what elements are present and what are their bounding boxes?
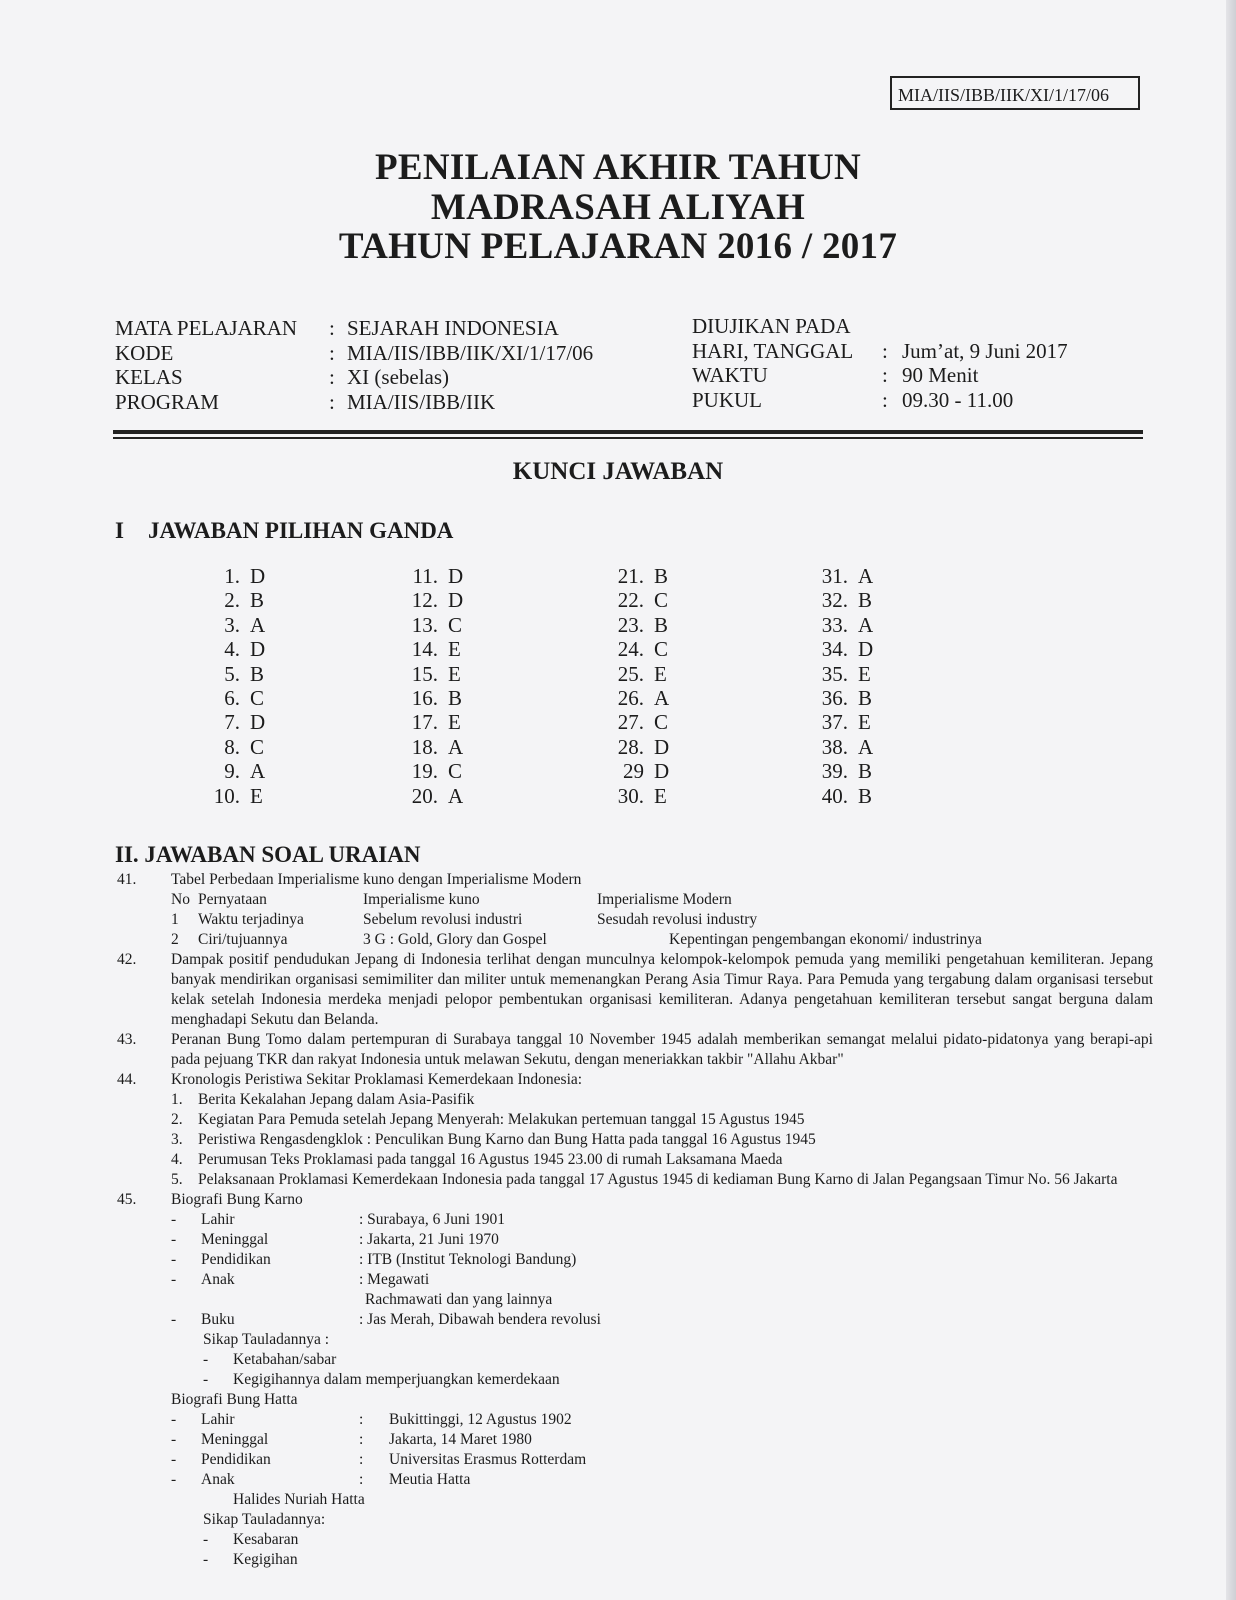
list-number: 5.	[171, 1171, 183, 1188]
table-cell: Ciri/tujuannya	[198, 931, 288, 948]
mc-answer-item	[608, 784, 708, 808]
mc-question-number: 39.	[821, 759, 848, 784]
info-row-date	[692, 339, 1112, 364]
list-item	[113, 1150, 1153, 1170]
table-cell: 2	[171, 931, 179, 948]
mc-answer-letter: C	[654, 588, 669, 613]
bio-label: Lahir	[201, 1411, 235, 1428]
mc-answer-item	[204, 613, 304, 637]
info-label: MATA PELAJARAN	[115, 316, 298, 340]
mc-question-number: 29	[623, 759, 644, 784]
q44-title-line	[113, 1070, 1153, 1090]
mc-question-number: 33.	[821, 612, 848, 637]
mc-answer-item	[812, 662, 912, 686]
mc-answer-item	[204, 784, 304, 808]
info-row-program	[115, 390, 675, 415]
info-separator: :	[329, 365, 335, 389]
bullet-dash: -	[203, 1531, 209, 1548]
mc-answer-letter: E	[858, 710, 871, 735]
info-row-subject	[115, 316, 675, 341]
bullet-dash: -	[171, 1251, 177, 1268]
sikap-title-line	[113, 1510, 1153, 1530]
bio-row	[113, 1470, 1153, 1490]
q41-col-statement: Pernyataan	[198, 891, 267, 908]
mc-question-number: 1.	[224, 564, 240, 588]
mc-question-number: 7.	[224, 710, 240, 735]
title-line-1: PENILAIAN AKHIR TAHUN	[375, 147, 861, 188]
info-separator: :	[882, 387, 888, 412]
bio-row	[113, 1250, 1153, 1270]
mc-question-number: 10.	[213, 783, 240, 808]
mc-answer-letter: A	[654, 685, 670, 710]
table-row	[113, 930, 1153, 950]
info-label: WAKTU	[692, 363, 768, 387]
bio-row-continued	[113, 1490, 1153, 1510]
sikap-text: Ketabahan/sabar	[233, 1351, 337, 1368]
bio-value: : Jas Merah, Dibawah bendera revolusi	[359, 1311, 601, 1328]
q41-title: Tabel Perbedaan Imperialisme kuno dengan Imperialisme Modern	[171, 871, 582, 888]
mc-column	[812, 564, 912, 808]
mc-question-number: 17.	[411, 710, 438, 735]
q41-col-modern: Imperialisme Modern	[597, 891, 732, 908]
info-label: PROGRAM	[115, 389, 219, 414]
mc-answer-item	[402, 662, 502, 686]
mc-answer-letter: E	[448, 710, 461, 735]
mc-question-number: 36.	[821, 685, 848, 710]
bio-row	[113, 1430, 1153, 1450]
bio-row	[113, 1310, 1153, 1330]
mc-answer-letter: A	[858, 612, 874, 637]
bullet-dash: -	[171, 1471, 177, 1488]
mc-answer-item	[204, 759, 304, 783]
mc-question-number: 21.	[617, 564, 644, 588]
list-number: 2.	[171, 1111, 183, 1128]
mc-answer-item	[204, 564, 304, 588]
sikap-text: Kesabaran	[233, 1531, 299, 1548]
mc-answer-item	[608, 686, 708, 710]
mc-question-number: 8.	[224, 734, 240, 759]
mc-question-number: 18.	[411, 734, 438, 759]
mc-question-number: 2.	[224, 588, 240, 613]
mc-question-number: 35.	[821, 661, 848, 686]
bio-value: : ITB (Institut Teknologi Bandung)	[359, 1251, 577, 1268]
question-number: 41.	[117, 871, 137, 888]
list-text: Perumusan Teks Proklamasi pada tanggal 16 Agustus 1945 23.00 di rumah Laksamana Maeda	[198, 1151, 783, 1168]
mc-answer-letter: B	[250, 588, 265, 613]
list-item	[113, 1110, 1153, 1130]
mc-column	[402, 564, 502, 808]
double-rule-thick	[113, 430, 1143, 434]
sikap-title-line	[113, 1330, 1153, 1350]
bio-label: Anak	[201, 1471, 235, 1488]
double-rule-thin	[113, 437, 1143, 439]
mc-answer-item	[402, 588, 502, 612]
mc-question-number: 9.	[224, 759, 240, 784]
mc-question-number: 40.	[821, 783, 848, 808]
bio-value: Rachmawati dan yang lainnya	[365, 1291, 553, 1308]
list-item	[113, 1130, 1153, 1150]
table-cell: Waktu terjadinya	[198, 911, 304, 928]
mc-answer-item	[402, 686, 502, 710]
info-separator: :	[329, 389, 335, 414]
bullet-dash: -	[171, 1271, 177, 1288]
mc-question-number: 20.	[411, 783, 438, 808]
mc-answer-item	[608, 710, 708, 734]
mc-question-number: 14.	[411, 637, 438, 662]
table-cell: 1	[171, 911, 179, 928]
essay-answers	[113, 870, 1153, 1570]
question-number: 44.	[117, 1071, 137, 1088]
q42-text: Dampak positif pendudukan Jepang di Indonesia terlihat dengan munculnya kelompok-kelompok pemuda yang memiliki pengetahuan kemiliteran. Jepang banyak mendirikan organisasi semimiliter dan militer untuk memenangkan Perang Asia Timur Raya. Para Pemuda yang tergabung dalam organisasi tersebut kelak setelah Indonesia merdeka menjadi pelopor pembentukan organisasi kemiliteran. Adanya pengetahuan kemiliteran tersebut sangat berguna dalam menghadapi Sekutu dan Belanda.	[171, 951, 1153, 1028]
mc-question-number: 37.	[821, 710, 848, 735]
info-row-code	[115, 341, 675, 366]
mc-answer-letter: A	[858, 734, 874, 759]
info-separator: :	[882, 338, 888, 363]
mc-question-number: 4.	[224, 637, 240, 662]
bio-label: Lahir	[201, 1211, 235, 1228]
mc-answer-item	[608, 564, 708, 588]
mc-answer-item	[204, 710, 304, 734]
mc-answer-item	[402, 735, 502, 759]
mc-answer-letter: B	[858, 759, 873, 784]
mc-answer-letter: B	[250, 661, 265, 686]
mc-answer-item	[402, 637, 502, 661]
table-cell: Sebelum revolusi industri	[363, 911, 523, 928]
bio-value: Meutia Hatta	[389, 1471, 471, 1488]
bio-label: Meninggal	[201, 1231, 269, 1248]
bio-value: Bukittinggi, 12 Agustus 1902	[389, 1411, 572, 1428]
mc-question-number: 27.	[617, 710, 644, 735]
q43-text: Peranan Bung Tomo dalam pertempuran di Surabaya tanggal 10 November 1945 adalah memberikan semangat melalui pidato-pidatonya yang berapi-api pada pejuang TKR dan rakyat Indonesia untuk melawan Sekutu, dengan meneriakkan takbir "Allahu Akbar"	[171, 1031, 1153, 1068]
info-label: HARI, TANGGAL	[692, 338, 854, 363]
question-number: 43.	[117, 1031, 137, 1048]
mc-answer-letter: C	[654, 710, 669, 735]
mc-answer-item	[402, 759, 502, 783]
mc-column	[608, 564, 708, 808]
mc-answer-item	[608, 588, 708, 612]
mc-question-number: 23.	[617, 612, 644, 637]
table-cell: Kepentingan pengembangan ekonomi/ industrinya	[669, 931, 982, 948]
bullet-dash: -	[171, 1431, 177, 1448]
q45-title-line	[113, 1190, 1153, 1210]
q43-answer	[113, 1030, 1153, 1070]
list-item	[113, 1170, 1153, 1190]
mc-answer-item	[204, 686, 304, 710]
exam-info-left	[115, 316, 675, 414]
mc-question-number: 15.	[411, 661, 438, 686]
mc-answer-letter: D	[448, 564, 464, 588]
list-text: Pelaksanaan Proklamasi Kemerdekaan Indonesia pada tanggal 17 Agustus 1945 di kediaman Bung Karno di Jalan Pegangsaan Timur No. 56 Jakarta	[198, 1171, 1118, 1188]
bullet-dash: -	[171, 1231, 177, 1248]
bullet-dash: -	[203, 1371, 209, 1388]
mc-answer-item	[812, 564, 912, 588]
sikap-title: Sikap Tauladannya:	[203, 1511, 326, 1528]
mc-answer-item	[608, 759, 708, 783]
mc-answer-item	[204, 588, 304, 612]
mc-answer-letter: C	[448, 612, 463, 637]
q44-title: Kronologis Peristiwa Sekitar Proklamasi Kemerdekaan Indonesia:	[171, 1071, 583, 1088]
info-heading-text: DIUJIKAN PADA	[692, 314, 851, 338]
bullet-dash: -	[171, 1211, 177, 1228]
table-cell: Sesudah revolusi industry	[597, 911, 758, 928]
bullet-dash: -	[171, 1311, 177, 1328]
bio-separator: :	[359, 1431, 364, 1448]
mc-question-number: 19.	[411, 759, 438, 784]
list-number: 3.	[171, 1131, 183, 1148]
bio-separator: :	[359, 1451, 364, 1468]
mc-answer-letter: C	[654, 637, 669, 662]
bio-label: Anak	[201, 1271, 235, 1288]
info-label: KELAS	[115, 365, 183, 389]
info-separator: :	[882, 363, 888, 387]
section-2-title: II. JAWABAN SOAL URAIAN	[115, 842, 421, 867]
mc-answer-letter: B	[858, 588, 873, 613]
mc-question-number: 34.	[821, 637, 848, 662]
mc-answer-letter: E	[858, 661, 871, 686]
mc-question-number: 6.	[224, 685, 240, 710]
info-row-time	[692, 388, 1112, 413]
sikap-text: Kegigihan	[233, 1551, 298, 1568]
sikap-text: Kegigihannya dalam memperjuangkan kemerdekaan	[233, 1371, 560, 1388]
sikap-title: Sikap Tauladannya :	[203, 1331, 330, 1348]
answer-key-heading: KUNCI JAWABAN	[512, 458, 724, 485]
bullet-dash: -	[171, 1411, 177, 1428]
mc-answer-letter: D	[250, 564, 266, 588]
mc-answer-item	[812, 759, 912, 783]
title-line-2: MADRASAH ALIYAH	[430, 187, 806, 228]
bio-row	[113, 1230, 1153, 1250]
bio-row	[113, 1450, 1153, 1470]
mc-answer-letter: C	[250, 685, 265, 710]
info-heading	[692, 314, 1112, 339]
mc-question-number: 16.	[411, 685, 438, 710]
mc-question-number: 25.	[617, 661, 644, 686]
list-item	[113, 1550, 1153, 1570]
info-value: Jum’at, 9 Juni 2017	[902, 338, 1068, 363]
mc-answer-letter: D	[250, 637, 266, 662]
mc-question-number: 22.	[617, 588, 644, 613]
q41-title-line	[113, 870, 1153, 890]
question-number: 42.	[117, 951, 137, 968]
q41-col-no: No	[171, 891, 190, 908]
list-item	[113, 1370, 1153, 1390]
table-cell: 3 G : Gold, Glory dan Gospel	[363, 931, 547, 948]
info-separator: :	[329, 316, 335, 340]
mc-answer-letter: A	[858, 564, 874, 588]
info-value: SEJARAH INDONESIA	[347, 316, 559, 340]
mc-answer-letter: A	[448, 734, 464, 759]
info-value: 90 Menit	[902, 363, 979, 387]
mc-answer-letter: D	[448, 588, 464, 613]
bio-label: Buku	[201, 1311, 235, 1328]
bio-label: Pendidikan	[201, 1451, 271, 1468]
mc-answer-item	[402, 784, 502, 808]
mc-question-number: 32.	[821, 588, 848, 613]
mc-question-number: 24.	[617, 637, 644, 662]
mc-answer-letter: B	[654, 612, 669, 637]
mc-question-number: 31.	[821, 564, 848, 588]
info-row-duration	[692, 363, 1112, 388]
mc-column	[204, 564, 304, 808]
mc-answer-letter: D	[858, 637, 874, 662]
bio-value: Universitas Erasmus Rotterdam	[389, 1451, 587, 1468]
q41-col-old: Imperialisme kuno	[363, 891, 480, 908]
mc-answer-item	[402, 710, 502, 734]
mc-answer-letter: D	[654, 734, 670, 759]
section-1-number: I	[115, 518, 124, 543]
table-row	[113, 910, 1153, 930]
mc-answer-letter: C	[250, 734, 265, 759]
bio-row	[113, 1410, 1153, 1430]
mc-question-number: 30.	[617, 783, 644, 808]
mc-question-number: 5.	[224, 661, 240, 686]
mc-answer-letter: A	[250, 612, 266, 637]
info-value: 09.30 - 11.00	[902, 387, 1014, 412]
bio-row	[113, 1210, 1153, 1230]
list-number: 4.	[171, 1151, 183, 1168]
mc-answer-item	[204, 735, 304, 759]
mc-answer-letter: E	[448, 637, 461, 662]
mc-answer-item	[402, 613, 502, 637]
mc-answer-item	[608, 662, 708, 686]
mc-answer-letter: A	[250, 759, 266, 784]
list-item	[113, 1530, 1153, 1550]
list-item	[113, 1350, 1153, 1370]
mc-question-number: 38.	[821, 734, 848, 759]
mc-answer-letter: E	[654, 661, 667, 686]
mc-answer-letter: D	[654, 759, 670, 784]
title-line-3: TAHUN PELAJARAN 2016 / 2017	[338, 226, 898, 267]
info-value: MIA/IIS/IBB/IIK	[347, 389, 496, 414]
list-text: Kegiatan Para Pemuda setelah Jepang Menyerah: Melakukan pertemuan tanggal 15 Agustus 1945	[198, 1111, 805, 1128]
question-number: 45.	[117, 1191, 137, 1208]
document-code-box: MIA/IIS/IBB/IIK/XI/1/17/06	[890, 76, 1140, 110]
mc-question-number: 12.	[411, 588, 438, 613]
bio-value: Jakarta, 14 Maret 1980	[389, 1431, 532, 1448]
mc-answer-item	[812, 637, 912, 661]
info-separator: :	[329, 340, 335, 365]
list-number: 1.	[171, 1091, 183, 1108]
info-value: XI (sebelas)	[347, 365, 450, 389]
mc-answer-letter: B	[654, 564, 669, 588]
bio-separator: :	[359, 1411, 364, 1428]
hatta-title-line	[113, 1390, 1153, 1410]
list-item	[113, 1090, 1153, 1110]
mc-answer-item	[608, 613, 708, 637]
mc-answer-letter: B	[858, 783, 873, 808]
q41-table-header	[113, 890, 1153, 910]
mc-answer-letter: C	[448, 759, 463, 784]
bullet-dash: -	[203, 1351, 209, 1368]
mc-answer-item	[608, 735, 708, 759]
mc-answer-item	[204, 637, 304, 661]
mc-question-number: 3.	[224, 612, 240, 637]
mc-answer-item	[812, 613, 912, 637]
list-text: Peristiwa Rengasdengklok : Penculikan Bung Karno dan Bung Hatta pada tanggal 16 Agustus 1945	[198, 1131, 816, 1148]
mc-answer-item	[812, 735, 912, 759]
karno-bio-title: Biografi Bung Karno	[171, 1191, 303, 1208]
bio-row	[113, 1270, 1153, 1290]
info-label: PUKUL	[692, 387, 763, 412]
mc-answer-item	[812, 588, 912, 612]
info-label: KODE	[115, 340, 174, 365]
bio-value: : Jakarta, 21 Juni 1970	[359, 1231, 499, 1248]
bullet-dash: -	[171, 1451, 177, 1468]
mc-answer-letter: A	[448, 783, 464, 808]
mc-answer-letter: E	[448, 661, 461, 686]
mc-answer-item	[812, 710, 912, 734]
info-row-class	[115, 365, 675, 390]
mc-answer-letter: B	[448, 685, 463, 710]
mc-answer-item	[402, 564, 502, 588]
bio-row-continued	[113, 1290, 1153, 1310]
bullet-dash: -	[203, 1551, 209, 1568]
bio-label: Meninggal	[201, 1431, 269, 1448]
bio-separator: :	[359, 1471, 364, 1488]
list-text: Berita Kekalahan Jepang dalam Asia-Pasifik	[198, 1091, 475, 1108]
bio-value: Halides Nuriah Hatta	[233, 1491, 365, 1508]
mc-answer-item	[812, 686, 912, 710]
mc-answer-letter: D	[250, 710, 266, 735]
mc-question-number: 28.	[617, 734, 644, 759]
q42-answer	[113, 950, 1153, 1030]
mc-answer-item	[608, 637, 708, 661]
mc-answer-letter: E	[250, 783, 263, 808]
mc-answer-letter: E	[654, 783, 667, 808]
info-value: MIA/IIS/IBB/IIK/XI/1/17/06	[347, 340, 594, 365]
bio-value: : Megawati	[359, 1271, 430, 1288]
hatta-bio-title: Biografi Bung Hatta	[171, 1391, 298, 1408]
mc-answer-item	[204, 662, 304, 686]
mc-question-number: 26.	[617, 685, 644, 710]
bio-label: Pendidikan	[201, 1251, 271, 1268]
mc-question-number: 11.	[412, 564, 438, 588]
exam-info-right	[692, 314, 1112, 412]
mc-question-number: 13.	[411, 612, 438, 637]
section-1-title: JAWABAN PILIHAN GANDA	[148, 518, 454, 543]
bio-value: : Surabaya, 6 Juni 1901	[359, 1211, 505, 1228]
mc-answer-item	[812, 784, 912, 808]
mc-answer-letter: B	[858, 685, 873, 710]
